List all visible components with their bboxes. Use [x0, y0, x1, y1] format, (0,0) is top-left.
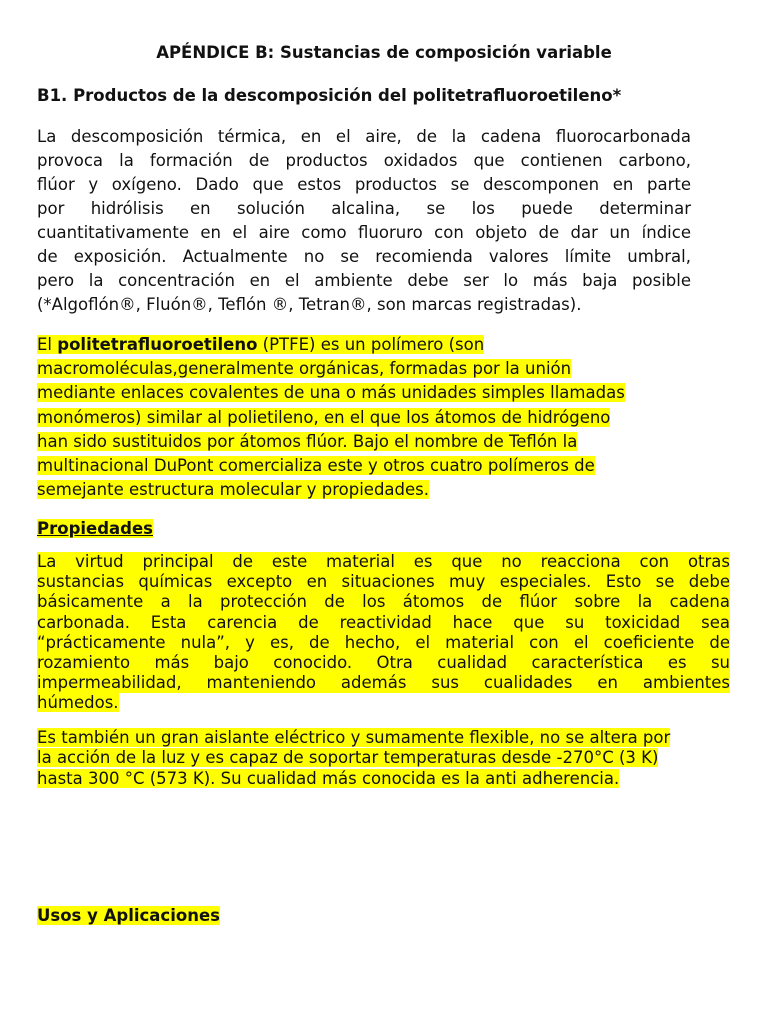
- highlighted-text: mediante enlaces covalentes de una o más unidades simples llamadas: [37, 383, 625, 403]
- usos-heading: [37, 905, 220, 927]
- highlighted-text: multinacional DuPont comercializa este y otros cuatro polímeros de: [37, 456, 595, 476]
- highlighted-text: monómeros) similar al polietileno, en el que los átomos de hidrógeno: [37, 407, 611, 427]
- paragraph-line: por hidrólisis en solución alcalina, se los puede determinar: [37, 199, 691, 218]
- highlighted-text: la acción de la luz y es capaz de soportar temperaturas desde -270°C (3 K): [37, 748, 659, 768]
- paragraph-line: (*Algoflón®, Fluón®, Teflón ®, Tetran®, son marcas registradas).: [37, 295, 582, 314]
- highlighted-text: semejante estructura molecular y propiedades.: [37, 480, 430, 500]
- paragraph-line: [37, 406, 625, 430]
- paragraph-line: pero la concentración en el ambiente debe ser lo más baja posible: [37, 271, 691, 290]
- paragraph-line: [37, 333, 625, 357]
- ptfe-term: politetrafluoroetileno: [57, 335, 258, 354]
- paragraph-line: provoca la formación de productos oxidados que contienen carbono,: [37, 151, 691, 170]
- paragraph-line: básicamente a la protección de los átomos de flúor sobre la cadena: [37, 592, 730, 612]
- paragraph-line: [37, 454, 625, 478]
- paragraph-line: [37, 728, 730, 748]
- paragraph-line: [37, 430, 625, 454]
- highlighted-text: Propiedades: [37, 519, 153, 538]
- highlighted-text: húmedos.: [37, 693, 119, 713]
- propiedades-paragraph: [37, 552, 730, 714]
- section-b1-paragraph: [37, 125, 691, 317]
- ptfe-intro-suffix: (PTFE) es un polímero (son: [257, 335, 485, 354]
- paragraph-line: [37, 381, 625, 405]
- paragraph-line: [37, 748, 730, 768]
- paragraph-line: sustancias químicas excepto en situaciones muy especiales. Esto se debe: [37, 572, 730, 592]
- paragraph-line: cuantitativamente en el aire como fluoruro con objeto de dar un índice: [37, 223, 691, 242]
- paragraph-line: La virtud principal de este material es que no reacciona con otras: [37, 552, 730, 571]
- paragraph-line: La descomposición térmica, en el aire, de la cadena fluorocarbonada: [37, 127, 691, 146]
- section-b1-heading: B1. Productos de la descomposición del politetrafluoroetileno*: [37, 86, 622, 105]
- paragraph-line: impermeabilidad, manteniendo además sus cualidades en ambientes: [37, 673, 730, 693]
- page-title: APÉNDICE B: Sustancias de composición variable: [156, 43, 612, 62]
- highlighted-text: Usos y Aplicaciones: [37, 906, 220, 925]
- paragraph-line: [37, 478, 625, 502]
- highlighted-text: han sido sustituidos por átomos flúor. Bajo el nombre de Teflón la: [37, 431, 578, 451]
- paragraph-line: de exposición. Actualmente no se recomienda valores límite umbral,: [37, 247, 691, 266]
- paragraph-line: [37, 693, 730, 713]
- aislante-paragraph: [37, 728, 730, 789]
- paragraph-line: carbonada. Esta carencia de reactividad hace que su toxicidad sea: [37, 612, 730, 632]
- highlighted-text: [37, 335, 484, 354]
- paragraph-line: “prácticamente nula”, y es, de hecho, el material con el coeficiente de: [37, 632, 730, 652]
- highlighted-text: macromoléculas,generalmente orgánicas, formadas por la unión: [37, 359, 572, 379]
- paragraph-line: flúor y oxígeno. Dado que estos productos se descomponen en parte: [37, 175, 691, 194]
- ptfe-intro-paragraph: [37, 333, 625, 502]
- paragraph-line: rozamiento más bajo conocido. Otra cualidad característica es su: [37, 653, 730, 673]
- highlighted-text: hasta 300 °C (573 K). Su cualidad más conocida es la anti adherencia.: [37, 768, 620, 788]
- propiedades-heading: [37, 518, 153, 540]
- paragraph-line: [37, 769, 730, 789]
- paragraph-line: [37, 357, 625, 381]
- ptfe-intro-prefix: El: [37, 335, 58, 354]
- highlighted-text: Es también un gran aislante eléctrico y sumamente flexible, no se altera por: [37, 728, 671, 747]
